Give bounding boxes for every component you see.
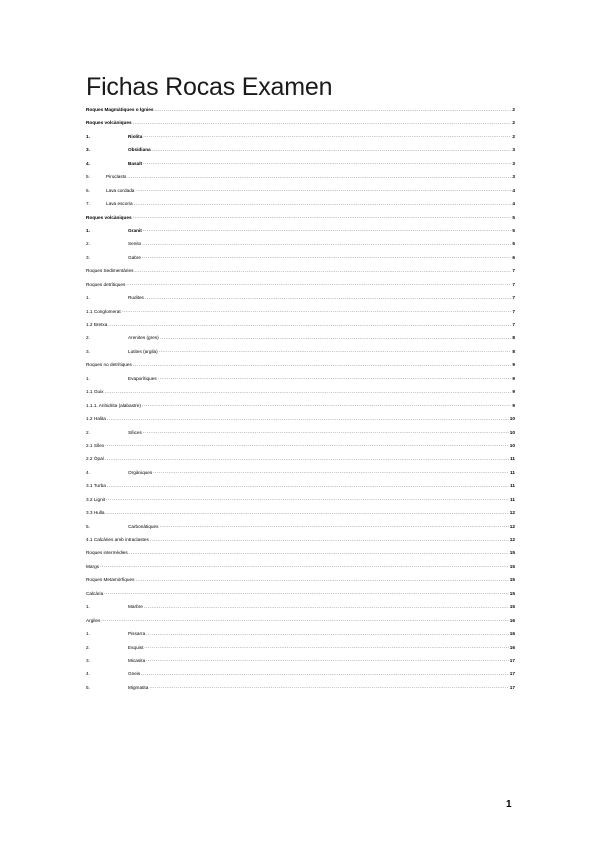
toc-entry[interactable]: [86, 685, 515, 698]
toc-entry[interactable]: [86, 604, 515, 617]
toc-entry-page: 12: [509, 523, 515, 529]
toc-entry-page: 8: [512, 335, 515, 341]
toc-entry-label: 2.2 Òpal: [86, 456, 104, 462]
toc-entry[interactable]: [86, 430, 515, 443]
toc-entry-number: 4.: [86, 469, 90, 475]
toc-entry-page: 5: [512, 214, 515, 220]
toc-entry[interactable]: [86, 591, 515, 604]
toc-entry-label: 1.1 Guix: [86, 389, 104, 395]
toc-entry-label: Gabre: [128, 254, 142, 260]
toc-dot-leader: [154, 107, 511, 113]
toc-entry-label: Roques Sedimentàries: [86, 268, 134, 274]
toc-entry-label: Roques intermèdies: [86, 550, 128, 556]
toc-entry-label: Argiles: [86, 617, 101, 623]
toc-entry-page: 10: [509, 429, 515, 435]
toc-entry[interactable]: [86, 188, 515, 201]
toc-entry-label: Lutites (argila): [128, 348, 158, 354]
toc-entry-page: 2: [512, 107, 515, 112]
toc-dot-leader: [149, 684, 508, 690]
toc-dot-leader: [126, 281, 511, 287]
toc-entry-label: Micasita: [128, 657, 146, 663]
toc-entry[interactable]: [86, 470, 515, 483]
toc-entry-label: 1.2 Bretxa: [86, 322, 108, 327]
toc-entry[interactable]: [86, 658, 515, 671]
toc-entry-label: 4.1 Calcàries amb intraclastes: [86, 537, 149, 542]
toc-entry[interactable]: [86, 107, 515, 120]
toc-entry-number: 2.: [86, 429, 90, 435]
toc-entry-page: 16: [509, 644, 515, 650]
toc-dot-leader: [142, 241, 511, 247]
toc-entry-page: 15: [509, 604, 515, 610]
toc-entry-page: 11: [510, 469, 515, 475]
toc-entry-label: Evaporítiques: [128, 375, 157, 381]
toc-entry[interactable]: [86, 120, 515, 133]
toc-entry[interactable]: [86, 174, 515, 187]
toc-entry-page: 4: [512, 187, 515, 193]
toc-dot-leader: [127, 174, 511, 180]
toc-entry[interactable]: [86, 456, 515, 469]
toc-entry[interactable]: [86, 443, 515, 456]
toc-entry-label: Obsidiana: [128, 147, 151, 153]
toc-dot-leader: [144, 644, 508, 650]
toc-entry-label: Sílices: [128, 429, 142, 435]
toc-entry-page: 15: [509, 590, 515, 596]
toc-entry-page: 15: [509, 563, 515, 569]
toc-entry-label: Roques no detrítiques: [86, 362, 132, 368]
toc-dot-leader: [145, 295, 511, 301]
toc-entry[interactable]: [86, 376, 515, 389]
toc-dot-leader: [144, 604, 509, 610]
toc-entry-label: Senito: [128, 241, 142, 247]
toc-entry-page: 5: [512, 241, 515, 247]
toc-entry-number: 1.: [86, 631, 90, 637]
toc-entry-number: 3.: [86, 348, 90, 354]
toc-entry-label: Roques detrítiques: [86, 281, 126, 287]
toc-dot-leader: [142, 254, 511, 260]
toc-entry-label: Rudites: [128, 295, 144, 301]
toc-entry-label: Lava escoria: [106, 201, 133, 207]
toc-entry-number: 1.: [86, 133, 90, 139]
toc-dot-leader: [146, 657, 509, 663]
toc-dot-leader: [133, 362, 512, 368]
toc-entry[interactable]: [86, 215, 515, 228]
toc-entry-number: 2.: [86, 241, 90, 247]
toc-entry-page: 17: [509, 684, 515, 690]
toc-entry-page: 3: [512, 160, 515, 166]
toc-entry-label: Lava cordada: [106, 187, 135, 193]
toc-dot-leader: [133, 214, 512, 220]
toc-dot-leader: [152, 147, 512, 153]
toc-entry[interactable]: [86, 134, 515, 147]
toc-dot-leader: [100, 563, 509, 569]
toc-entry-number: 4.: [86, 160, 90, 166]
toc-entry[interactable]: [86, 295, 515, 308]
toc-entry[interactable]: [86, 349, 515, 362]
toc-dot-leader: [104, 389, 511, 395]
toc-entry-number: 6.: [86, 187, 90, 193]
toc-dot-leader: [133, 120, 512, 126]
toc-entry-page: 9: [512, 402, 515, 408]
toc-entry-label: Esquist: [128, 644, 144, 650]
toc-entry-label: 1.2 Halita: [86, 416, 106, 422]
toc-entry-page: 15: [509, 577, 515, 583]
toc-entry-page: 3: [512, 147, 515, 153]
toc-entry-page: 17: [509, 671, 515, 677]
toc-entry-page: 10: [509, 442, 515, 448]
toc-entry-number: 1.: [86, 295, 90, 301]
toc-entry[interactable]: [86, 147, 515, 160]
toc-entry-page: 5: [512, 227, 515, 233]
toc-dot-leader: [106, 496, 509, 502]
toc-entry-page: 7: [512, 281, 515, 287]
toc-entry[interactable]: [86, 618, 515, 631]
toc-dot-leader: [153, 469, 509, 475]
toc-entry-page: 7: [512, 308, 515, 314]
toc-entry-page: 9: [512, 362, 515, 368]
toc-entry-page: 7: [512, 322, 515, 327]
toc-entry[interactable]: [86, 309, 515, 322]
toc-entry-page: 7: [512, 268, 515, 274]
toc-dot-leader: [150, 537, 509, 543]
toc-entry-number: 1.: [86, 375, 90, 381]
toc-dot-leader: [158, 375, 512, 381]
toc-entry-page: 11: [510, 496, 515, 502]
toc-entry[interactable]: [86, 497, 515, 510]
toc-entry-page: 9: [512, 375, 515, 381]
toc-entry-label: Marbre: [128, 604, 143, 610]
toc-dot-leader: [143, 160, 511, 166]
toc-entry-label: Roques Metamòrfiques: [86, 577, 135, 583]
toc-entry[interactable]: [86, 362, 515, 375]
toc-entry-number: 2.: [86, 644, 90, 650]
toc-entry[interactable]: [86, 524, 515, 537]
toc-entry-number: 2.: [86, 335, 90, 341]
toc-entry-page: 3: [512, 174, 515, 180]
toc-entry[interactable]: [86, 322, 515, 335]
toc-dot-leader: [105, 442, 509, 448]
toc-entry[interactable]: [86, 510, 515, 523]
toc-entry[interactable]: [86, 416, 515, 429]
toc-dot-leader: [134, 268, 511, 274]
toc-entry-page: 16: [509, 631, 515, 637]
toc-entry[interactable]: [86, 389, 515, 402]
toc-entry-page: 12: [509, 510, 515, 516]
toc-entry-label: Piroclasts: [106, 174, 127, 180]
toc-entry[interactable]: [86, 201, 515, 214]
toc-dot-leader: [122, 308, 512, 314]
toc-dot-leader: [142, 402, 511, 408]
toc-entry-page: 7: [512, 295, 515, 301]
toc-dot-leader: [160, 335, 512, 341]
toc-entry[interactable]: [86, 241, 515, 254]
toc-entry[interactable]: [86, 268, 515, 281]
toc-entry-label: Orgàniques: [128, 469, 153, 475]
toc-dot-leader: [134, 201, 512, 207]
document-title: Fichas Rocas Examen: [86, 73, 333, 101]
toc-entry-label: 3.1 Turba: [86, 483, 106, 489]
toc-dot-leader: [105, 456, 509, 462]
toc-entry-label: Basalt: [128, 160, 143, 166]
toc-entry-page: 11: [510, 483, 515, 489]
toc-entry-page: 10: [509, 416, 515, 422]
toc-entry[interactable]: [86, 335, 515, 348]
toc-entry-label: 3.2 Lignit: [86, 496, 106, 502]
toc-entry-label: 2.1 Sílex: [86, 442, 105, 448]
toc-entry[interactable]: [86, 631, 515, 644]
toc-entry[interactable]: [86, 564, 515, 577]
toc-dot-leader: [143, 133, 511, 139]
toc-entry-label: Margs: [86, 563, 100, 569]
toc-dot-leader: [108, 322, 511, 328]
toc-entry-label: Carbonàtiques: [128, 523, 159, 529]
toc-dot-leader: [101, 617, 508, 623]
toc-entry-number: 1.: [86, 227, 90, 233]
toc-entry[interactable]: [86, 161, 515, 174]
toc-entry-page: 4: [512, 201, 515, 207]
toc-dot-leader: [143, 227, 512, 233]
toc-entry-page: 12: [509, 537, 515, 542]
toc-entry-label: Arenites (gres): [128, 335, 159, 341]
toc-dot-leader: [146, 631, 509, 637]
toc-dot-leader: [143, 429, 509, 435]
toc-entry[interactable]: [86, 483, 515, 496]
toc-entry-label: 3.3 Hulla: [86, 510, 105, 516]
page-number: 1: [506, 799, 512, 810]
toc-entry-label: Roques volcàniques: [86, 214, 132, 220]
toc-entry-number: 3.: [86, 147, 90, 153]
toc-entry[interactable]: [86, 282, 515, 295]
toc-dot-leader: [104, 590, 509, 596]
toc-entry[interactable]: [86, 255, 515, 268]
toc-dot-leader: [135, 577, 508, 583]
toc-entry-number: 5.: [86, 174, 90, 180]
toc-entry-label: Migmatita: [128, 684, 149, 690]
toc-dot-leader: [135, 187, 511, 193]
toc-entry-number: 3.: [86, 254, 90, 260]
toc-dot-leader: [160, 523, 509, 529]
toc-dot-leader: [107, 416, 509, 422]
toc-entry[interactable]: [86, 577, 515, 590]
toc-dot-leader: [141, 671, 509, 677]
toc-entry-page: 2: [512, 120, 515, 126]
toc-entry[interactable]: [86, 550, 515, 563]
toc-entry[interactable]: [86, 403, 515, 416]
toc-entry[interactable]: [86, 671, 515, 684]
toc-dot-leader: [159, 348, 512, 354]
toc-entry[interactable]: [86, 228, 515, 241]
toc-entry-label: Roques volcàniques: [86, 120, 132, 126]
toc-dot-leader: [107, 483, 509, 489]
toc-entry-number: 4.: [86, 671, 90, 677]
toc-entry-number: 7.: [86, 201, 90, 207]
toc-entry-page: 6: [512, 254, 515, 260]
toc-entry-label: Calcària: [86, 590, 104, 596]
toc-dot-leader: [129, 550, 509, 556]
toc-entry-page: 17: [509, 657, 515, 663]
toc-entry-number: 5.: [86, 684, 90, 690]
toc-entry-label: Pissarra: [128, 631, 146, 637]
toc-entry-page: 16: [509, 617, 515, 623]
toc-entry-number: 5.: [86, 523, 90, 529]
toc-dot-leader: [106, 510, 509, 516]
toc-entry-label: Gneis: [128, 671, 141, 677]
table-of-contents: [86, 107, 515, 698]
toc-entry-label: Granit: [128, 227, 142, 233]
toc-entry-page: 11: [510, 456, 515, 462]
toc-entry-page: 15: [509, 550, 515, 556]
toc-entry-number: 1.: [86, 604, 90, 610]
toc-entry[interactable]: [86, 537, 515, 550]
toc-entry-page: 2: [512, 133, 515, 139]
toc-entry[interactable]: [86, 645, 515, 658]
toc-entry-label: Riolita: [128, 133, 143, 139]
toc-entry-label: 1.1 Conglomerat: [86, 308, 121, 314]
toc-entry-number: 3.: [86, 657, 90, 663]
toc-entry-label: Roques Magmàtiques o Ígnies: [86, 107, 154, 112]
toc-entry-page: 8: [512, 348, 515, 354]
toc-entry-label: 1.1.1. Anhidrita (alabastre): [86, 402, 141, 408]
toc-entry-page: 9: [512, 389, 515, 395]
